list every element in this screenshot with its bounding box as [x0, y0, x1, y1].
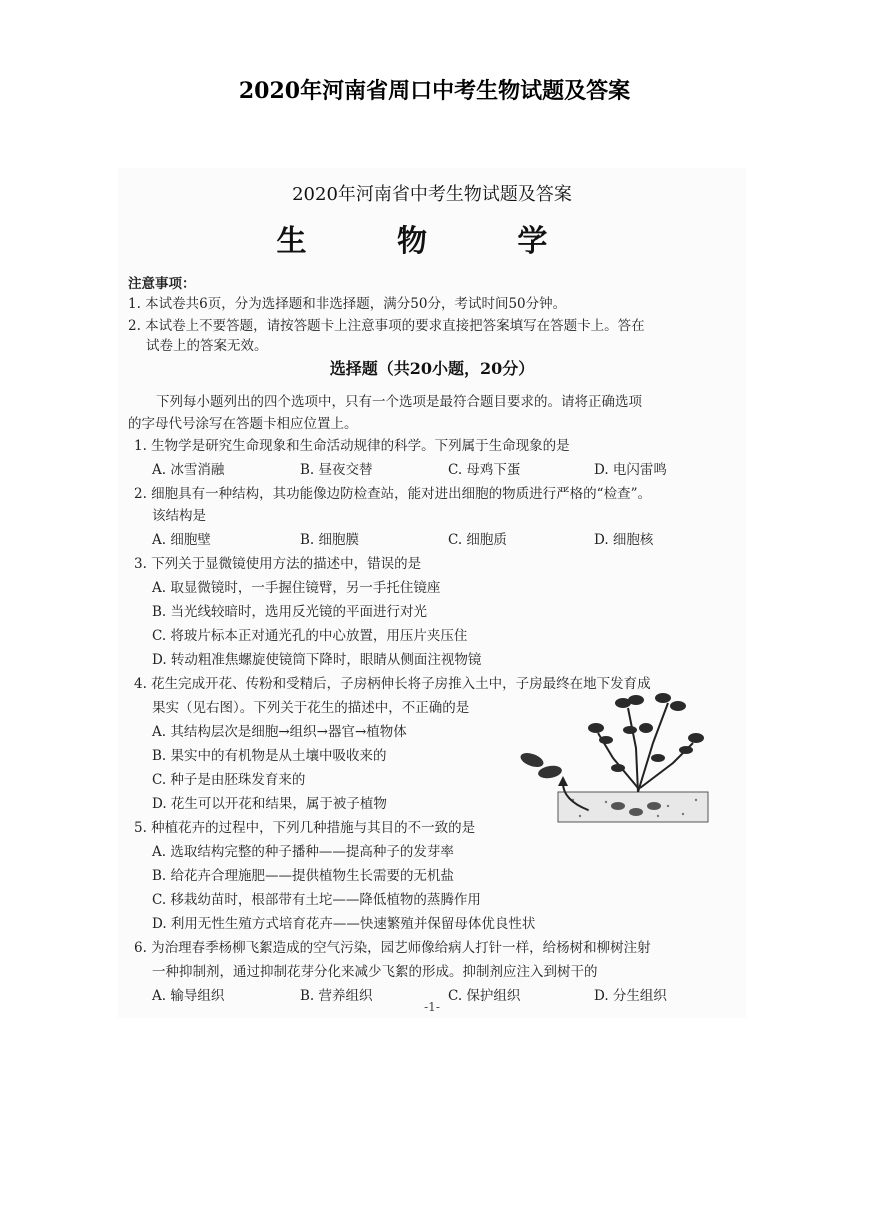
option: A. 其结构层次是细胞→组织→器官→植物体: [152, 724, 407, 740]
option: B. 果实中的有机物是从土壤中吸收来的: [152, 748, 387, 764]
option: B. 细胞膜: [300, 532, 360, 548]
option: C. 种子是由胚珠发育来的: [152, 772, 306, 788]
plant-stems: [598, 703, 693, 792]
option: B. 给花卉合理施肥——提供植物生长需要的无机盐: [152, 868, 455, 884]
notice-line: 1. 本试卷共6页，分为选择题和非选择题，满分50分，考试时间50分钟。: [128, 296, 567, 312]
option: C. 将玻片标本正对通光孔的中心放置，用压片夹压住: [152, 628, 468, 644]
peanut-pods: [519, 750, 563, 780]
option: A. 输导组织: [152, 988, 225, 1004]
notice-header: 注意事项：: [128, 276, 196, 292]
option: A. 细胞壁: [152, 532, 211, 548]
plant-leaves: [588, 693, 704, 772]
scanned-exam-page: [118, 168, 746, 1018]
question-stem: 1. 生物学是研究生命现象和生命活动规律的科学。下列属于生命现象的是: [134, 438, 570, 454]
question-stem: 一种抑制剂，通过抑制花芽分化来减少飞絮的形成。抑制剂应注入到树干的: [152, 964, 598, 980]
option: D. 电闪雷鸣: [594, 462, 667, 478]
subject-heading: 生 物 学: [276, 224, 588, 259]
option: B. 昼夜交替: [300, 462, 373, 478]
option: C. 保护组织: [448, 988, 521, 1004]
instruction-line: 下列每小题列出的四个选项中，只有一个选项是最符合题目要求的。请将正确选项: [156, 394, 642, 410]
notice-line: 试卷上的答案无效。: [146, 338, 268, 354]
question-stem: 5. 种植花卉的过程中，下列几种措施与其目的不一致的是: [134, 820, 476, 836]
option: D. 利用无性生殖方式培育花卉——快速繁殖并保留母体优良性状: [152, 916, 536, 932]
question-stem: 果实（见右图）。下列关于花生的描述中，不正确的是: [152, 700, 470, 716]
notice-line: 2. 本试卷上不要答题，请按答题卡上注意事项的要求直接把答案填写在答题卡上。答在: [128, 318, 645, 334]
question-stem: 该结构是: [152, 508, 206, 524]
option: C. 母鸡下蛋: [448, 462, 521, 478]
instruction-line: 的字母代号涂写在答题卡相应位置上。: [128, 416, 358, 432]
option: B. 当光线较暗时，选用反光镜的平面进行对光: [152, 604, 428, 620]
question-stem: 6. 为治理春季杨柳飞絮造成的空气污染，园艺师像给病人打针一样，给杨树和柳树注射: [134, 940, 651, 956]
exam-title: 2020年河南省中考生物试题及答案: [292, 184, 572, 205]
question-stem: 2. 细胞具有一种结构，其功能像边防检查站，能对进出细胞的物质进行严格的“检查”。: [134, 486, 651, 502]
option: A. 选取结构完整的种子播种——提高种子的发芽率: [152, 844, 454, 860]
option: A. 取显微镜时，一手握住镜臂，另一手托住镜座: [152, 580, 441, 596]
question-stem: 4. 花生完成开花、传粉和受精后，子房柄伸长将子房推入土中，子房最终在地下发育成: [134, 676, 651, 692]
arrow-head: [558, 776, 568, 786]
option: D. 分生组织: [594, 988, 667, 1004]
option: C. 细胞质: [448, 532, 507, 548]
document-title: 2020年河南省周口中考生物试题及答案: [238, 78, 631, 104]
page-number: -1-: [424, 1000, 440, 1014]
option: B. 营养组织: [300, 988, 373, 1004]
option: D. 转动粗准焦螺旋使镜筒下降时，眼睛从侧面注视物镜: [152, 652, 482, 668]
question-stem: 3. 下列关于显微镜使用方法的描述中，错误的是: [134, 556, 422, 572]
option: A. 冰雪消融: [152, 462, 225, 478]
section-heading: 选择题（共20小题，20分）: [329, 359, 535, 378]
option: D. 花生可以开花和结果，属于被子植物: [152, 796, 387, 812]
peanut-plant-figure: [518, 688, 718, 838]
option: C. 移栽幼苗时，根部带有土坨——降低植物的蒸腾作用: [152, 892, 481, 908]
option: D. 细胞核: [594, 532, 654, 548]
